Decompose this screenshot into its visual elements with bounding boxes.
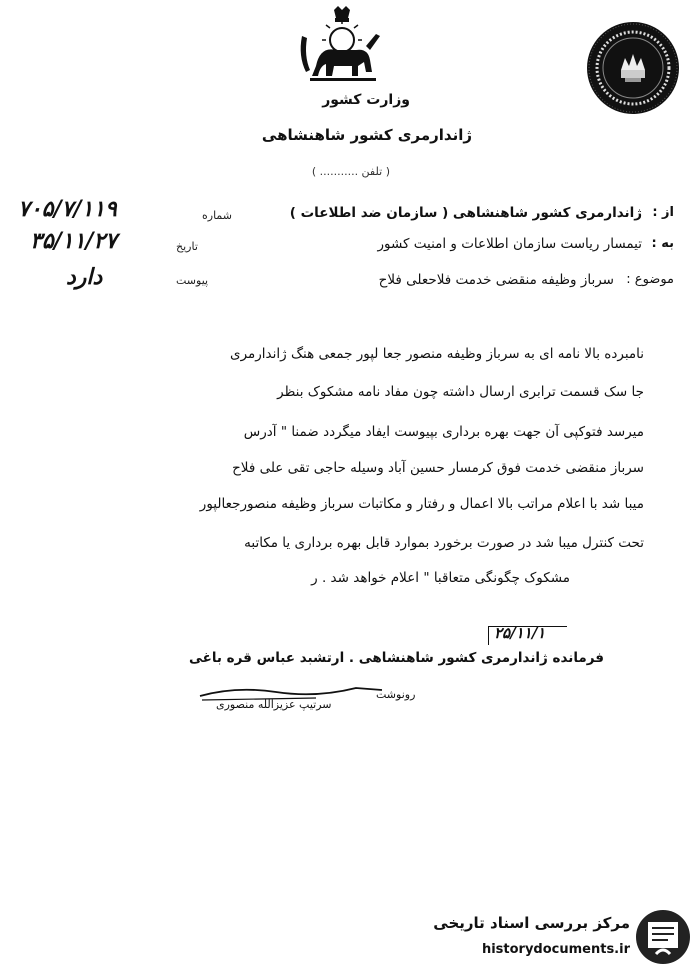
stamp-date: ۲۵/۱۱/۱ <box>494 624 546 642</box>
organization-heading: ژاندارمری کشور شاهنشاهی <box>261 126 472 144</box>
copy-label: رونوشت <box>376 688 416 701</box>
body-line: میبا شد با اعلام مراتب بالا اعمال و رفتار و مکاتبات سرباز وظیفه منصورجعالپور <box>199 496 644 512</box>
signature-line: فرمانده ژاندارمری کشور شاهنشاهی . ارتشبد عباس قره باغی <box>188 650 604 666</box>
official-seal-icon <box>585 20 681 116</box>
to-value: تیمسار ریاست سازمان اطلاعات و امنیت کشور <box>377 236 642 252</box>
subject-value: سرباز وظیفه منقضی خدمت فلاحعلی فلاح <box>378 272 614 288</box>
watermark-url: historydocuments.ir <box>481 942 630 957</box>
number-label: شماره <box>202 209 233 222</box>
from-value: ژاندارمری کشور شاهنشاهی ( سازمان ضد اطلاعات ) <box>289 205 642 221</box>
attachment-label: پیوست <box>176 274 209 287</box>
deputy-name: سرتیپ عزیزالله منصوری <box>216 698 332 711</box>
body-line: سرباز منقضی خدمت فوق کرمسار حسین آباد وسیله حاجی تقی علی فلاح <box>232 460 644 476</box>
body-line: جا سک قسمت ترابری ارسال داشته چون مفاد نامه مشکوک بنظر <box>277 384 644 400</box>
number-value: ۷۰۵/۷/۱۱۹ <box>18 196 117 222</box>
body-line: میرسد فتوکپی آن جهت بهره برداری بپیوست ایفاد میگردد ضمنا " آدرس <box>243 424 644 440</box>
body-line: نامبرده بالا نامه ای به سرباز وظیفه منصور جعا لپور جمعی هنگ ژاندارمری <box>230 346 644 362</box>
archive-logo-icon <box>634 908 692 966</box>
lion-and-sun-emblem-icon <box>296 6 386 88</box>
body-line: مشکوک چگونگی متعاقبا " اعلام خواهد شد . ر <box>311 570 570 586</box>
ministry-heading: وزارت کشور <box>322 92 410 108</box>
attachment-value: دارد <box>66 264 103 290</box>
from-label: از : <box>652 205 674 220</box>
to-label: به : <box>651 236 674 251</box>
date-value: ۳۵/۱۱/۲۷ <box>30 228 117 254</box>
watermark-title: مرکز بررسی اسناد تاریخی <box>433 914 630 932</box>
date-label: تاریخ <box>176 240 198 253</box>
body-line: تحت کنترل میبا شد در صورت برخورد بموارد قابل بهره برداری یا مکاتبه <box>244 535 644 551</box>
subject-label: موضوع : <box>626 272 674 287</box>
phone-label: ( تلفن ........... ) <box>311 165 390 178</box>
